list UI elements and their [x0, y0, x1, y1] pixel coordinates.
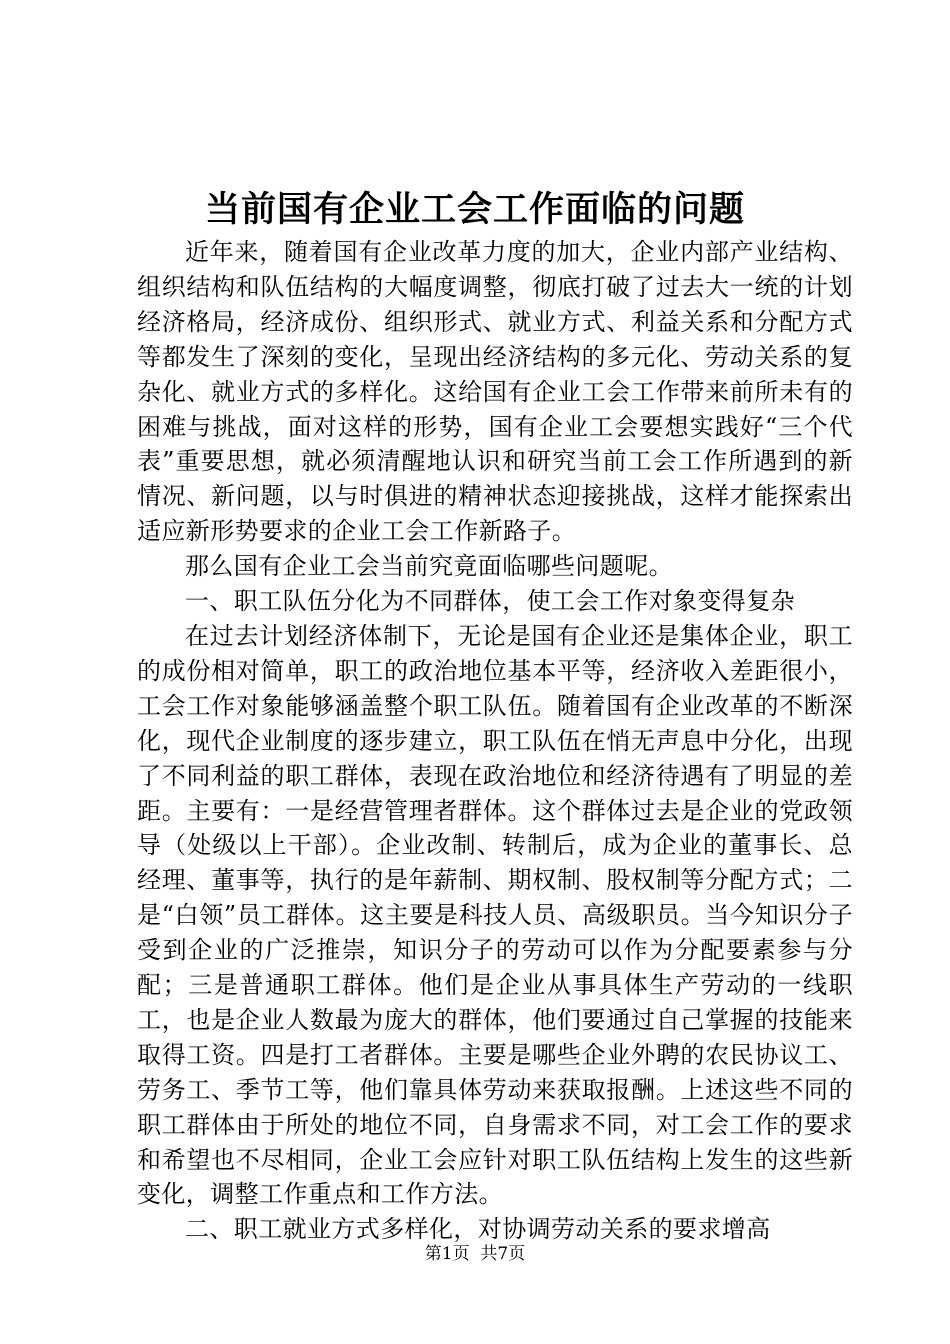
page-footer: 第1页 共7页: [424, 1244, 526, 1264]
document-title: 当前国有企业工会工作面临的问题: [204, 189, 745, 230]
section-heading-2: 二、职工就业方式多样化，对协调劳动关系的要求增高: [185, 1215, 771, 1244]
document-body: [137, 235, 853, 1247]
section-heading-1: 一、职工队伍分化为不同群体，使工会工作对象变得复杂: [185, 587, 795, 616]
paragraph-intro: 近年来，随着国有企业改革力度的加大，企业内部产业结构、组织结构和队伍结构的大幅度调整，彻底打破了过去大一统的计划经济格局，经济成份、组织形式、就业方式、利益关系和分配方式等都发生了深刻的变化，呈现出经济结构的多元化、劳动关系的复杂化、就业方式的多样化。这给国有企业工会工作带来前所未有的困难与挑战，面对这样的形势，国有企业工会要想实践好“三个代表”重要思想，就必须清醒地认识和研究当前工会工作所遇到的新情况、新问题，以与时俱进的精神状态迎接挑战，这样才能探索出适应新形势要求的企业工会工作新路子。: [137, 238, 853, 546]
paragraph-question: 那么国有企业工会当前究竟面临哪些问题呢。: [185, 552, 673, 581]
paragraph-section-1: 在过去计划经济体制下，无论是国有企业还是集体企业，职工的成份相对简单，职工的政治地位基本平等，经济收入差距很小，工会工作对象能够涵盖整个职工队伍。随着国有企业改革的不断深化，现代企业制度的逐步建立，职工队伍在悄无声息中分化，出现了不同利益的职工群体，表现在政治地位和经济待遇有了明显的差距。主要有：一是经营管理者群体。这个群体过去是企业的党政领导（处级以上干部）。企业改制、转制后，成为企业的董事长、总经理、董事等，执行的是年薪制、期权制、股权制等分配方式；二是“白领”员工群体。这主要是科技人员、高级职员。当今知识分子受到企业的广泛推崇，知识分子的劳动可以作为分配要素参与分配；三是普通职工群体。他们是企业从事具体生产劳动的一线职工，也是企业人数最为庞大的群体，他们要通过自己掌握的技能来取得工资。四是打工者群体。主要是哪些企业外聘的农民协议工、劳务工、季节工等，他们靠具体劳动来获取报酬。上述这些不同的职工群体由于所处的地位不同，自身需求不同，对工会工作的要求和希望也不尽相同，企业工会应针对职工队伍结构上发生的这些新变化，调整工作重点和工作方法。: [137, 621, 853, 1209]
